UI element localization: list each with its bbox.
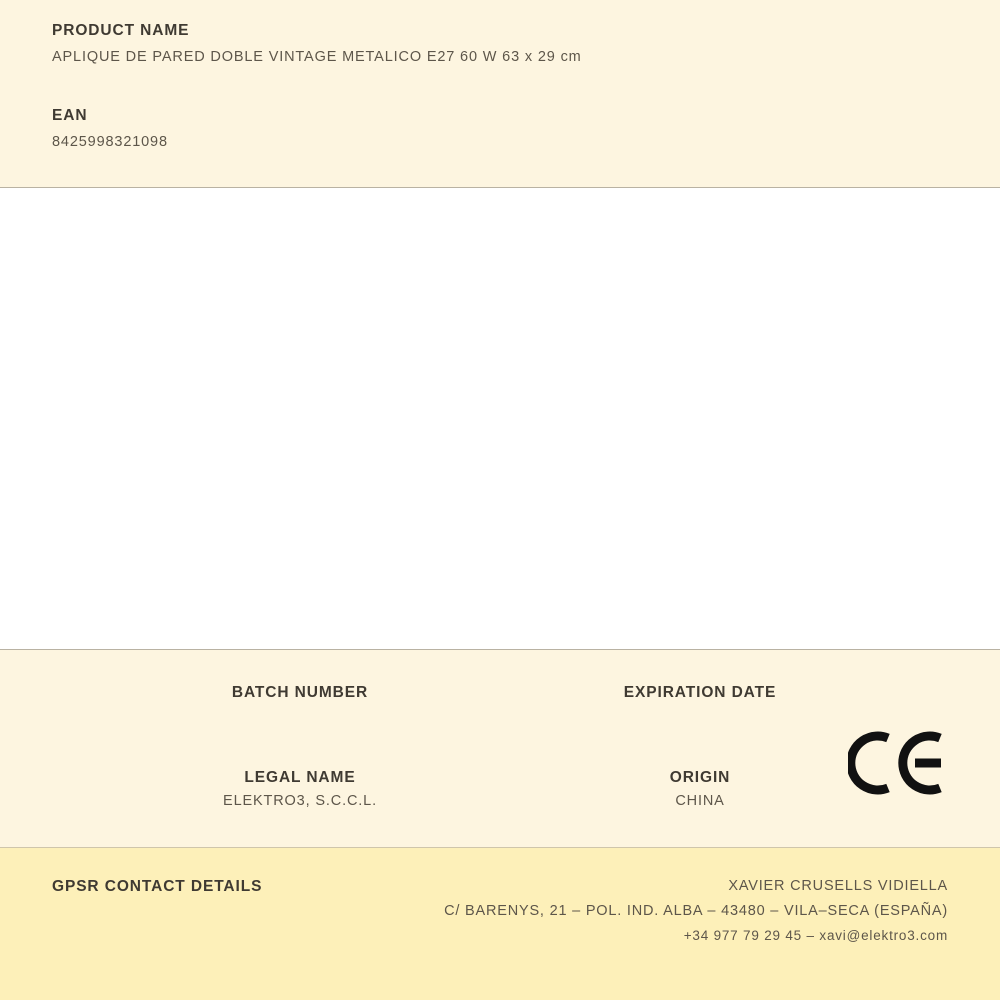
legal-name-value: ELEKTRO3, S.C.C.L.	[223, 793, 377, 809]
batch-number-value	[150, 708, 450, 725]
ce-marking-icon	[848, 728, 948, 798]
legal-name-label: LEGAL NAME	[244, 769, 356, 786]
contact-address: C/ BARENYS, 21 – POL. IND. ALBA – 43480 – VILA–SECA (ESPAÑA)	[444, 903, 948, 919]
batch-number-label: BATCH NUMBER	[231, 684, 369, 701]
contact-name: XAVIER CRUSELLS VIDIELLA	[728, 878, 948, 894]
origin-value: CHINA	[675, 793, 725, 809]
spacer	[52, 65, 948, 107]
origin-field	[550, 769, 850, 810]
product-name-label: PRODUCT NAME	[52, 22, 190, 39]
ean-label: EAN	[52, 107, 88, 124]
product-header-section	[0, 0, 1000, 188]
batch-number-field	[150, 684, 450, 725]
origin-label: ORIGIN	[669, 769, 731, 786]
legal-name-field	[150, 769, 450, 810]
gpsr-contact-section	[0, 848, 1000, 1000]
ean-value: 8425998321098	[52, 134, 168, 150]
gpsr-contact-details	[444, 878, 948, 952]
gpsr-contact-label: GPSR CONTACT DETAILS	[52, 878, 263, 895]
expiration-date-label: EXPIRATION DATE	[623, 684, 777, 701]
product-info-section	[0, 650, 1000, 848]
expiration-date-field	[550, 684, 850, 725]
contact-phone-email: +34 977 79 29 45 – xavi@elektro3.com	[683, 928, 948, 943]
product-image-area	[0, 188, 1000, 650]
info-row-batch-expiration	[0, 650, 1000, 725]
expiration-date-value	[550, 708, 850, 725]
product-name-value: APLIQUE DE PARED DOBLE VINTAGE METALICO E27 60 W 63 x 29 cm	[52, 49, 582, 65]
